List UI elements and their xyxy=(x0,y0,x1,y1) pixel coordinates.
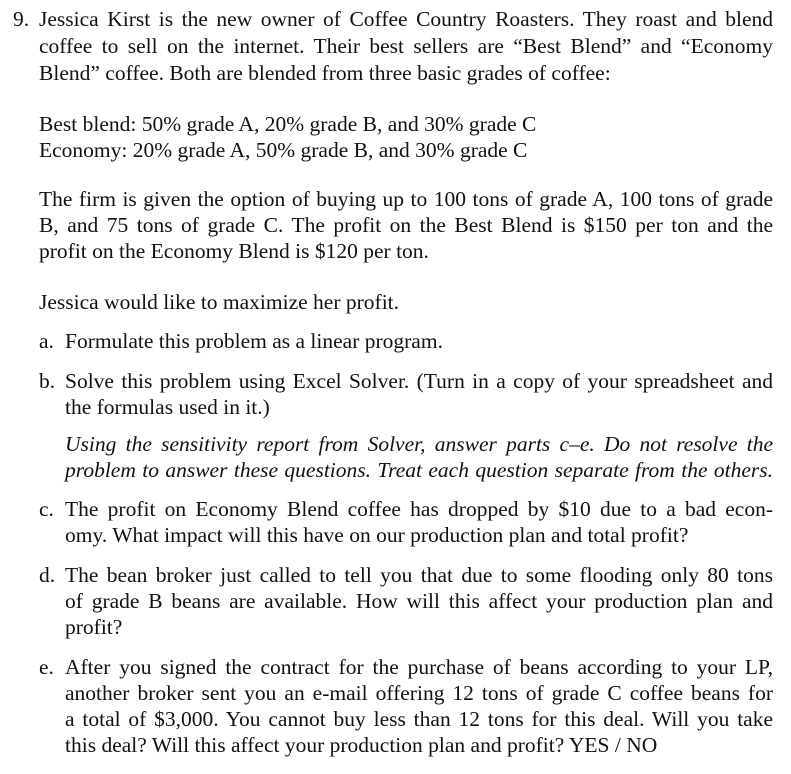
part-c-label: c. xyxy=(39,497,54,521)
option-line: The firm is given the option of buying up to 100 tons of grade A, 100 tons of grade xyxy=(39,187,773,211)
part-d-label: d. xyxy=(39,563,56,587)
intro-line: coffee to sell on the internet. Their best sellers are “Best Blend” and “Economy xyxy=(39,34,773,58)
blend-line: Economy: 20% grade A, 50% grade B, and 30% grade C xyxy=(39,138,528,162)
intro-line: Jessica Kirst is the new owner of Coffee Country Roasters. They roast and blend xyxy=(39,7,773,31)
part-a-text: Formulate this problem as a linear program. xyxy=(65,329,443,353)
part-b-label: b. xyxy=(39,369,56,393)
sensitivity-note: Using the sensitivity report from Solver, answer parts c–e. Do not resolve the xyxy=(65,432,773,456)
part-d-text: The bean broker just called to tell you that due to some flooding only 80 tons xyxy=(65,563,773,587)
part-c-text: omy. What impact will this have on our production plan and total profit? xyxy=(65,523,689,547)
part-d-text: of grade B beans are available. How will this affect your production plan and xyxy=(65,589,773,613)
intro-line: Blend” coffee. Both are blended from three basic grades of coffee: xyxy=(39,61,611,85)
part-c-text: The profit on Economy Blend coffee has dropped by $10 due to a bad econ- xyxy=(65,497,773,521)
sensitivity-note: problem to answer these questions. Treat each question separate from the others. xyxy=(65,458,773,482)
part-e-text: a total of $3,000. You cannot buy less than 12 tons for this deal. Will you take xyxy=(65,707,773,731)
part-b-text: Solve this problem using Excel Solver. (Turn in a copy of your spreadsheet and xyxy=(65,369,773,393)
option-line: B, and 75 tons of grade C. The profit on the Best Blend is $150 per ton and the xyxy=(39,213,773,237)
blend-line: Best blend: 50% grade A, 20% grade B, and 30% grade C xyxy=(39,112,537,136)
part-e-text: this deal? Will this affect your production plan and profit? YES / NO xyxy=(65,733,658,757)
part-e-text: After you signed the contract for the purchase of beans according to your LP, xyxy=(65,655,773,679)
part-e-label: e. xyxy=(39,655,54,679)
part-a-label: a. xyxy=(39,329,54,353)
option-line: profit on the Economy Blend is $120 per ton. xyxy=(39,239,429,263)
part-b-text: the formulas used in it.) xyxy=(65,395,270,419)
part-d-text: profit? xyxy=(65,615,123,639)
problem-number: 9. xyxy=(13,7,30,31)
part-e-text: another broker sent you an e-mail offering 12 tons of grade C coffee beans for xyxy=(65,681,773,705)
goal-text: Jessica would like to maximize her profit. xyxy=(39,290,400,314)
